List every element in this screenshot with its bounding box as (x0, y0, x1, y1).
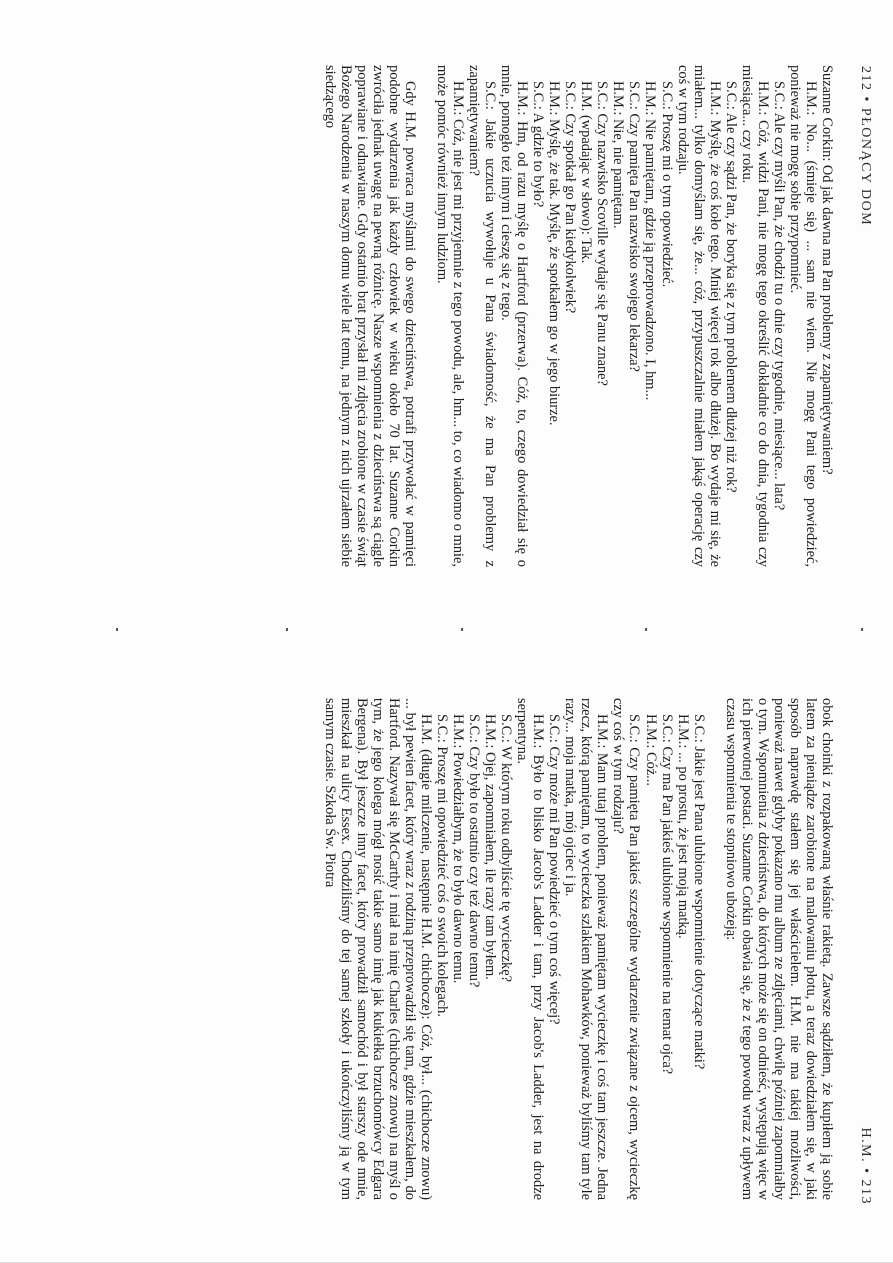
paragraph: H.M.: Cóż, nie jest mi przyjemnie z tego powodu, ale, hm... to, co wiadomo o mnie, może pomóc również innym ludziom. (433, 65, 466, 567)
paragraph: H.M.: Myślę, że tak. Myślę, że spotkałem go w jego biurze. (546, 81, 563, 426)
scan-mark (645, 628, 647, 631)
scan-mark (286, 628, 288, 631)
paragraph: S.C.: Czy pamięta Pan nazwisko swojego lekarza? (626, 81, 643, 372)
paragraph: H.M.: Powiedziałbym, że to było dawno temu. (449, 714, 466, 984)
paragraph: S.C.: Proszę mi opowiedzieć coś o swoich kolegach. (433, 714, 450, 1017)
scan-mark (861, 628, 863, 631)
running-head-left: 212 • PŁONĄCY DOM (858, 66, 873, 227)
paragraph: H.M.: Hm, od razu myślę o Hartford (przerwa). Cóż, to, czego dowiedział się o mnie, pomogło też innym i cieszę się z tego. (498, 65, 531, 567)
paragraph: S.C.: Czy pamięta Pan jakieś szczególne wydarzenie związane z ojcem, wycieczkę czy coś w tym rodzaju? (610, 698, 643, 1200)
paragraph: Suzanne Corkin: Od jak dawna ma Pan problemy z zapamiętywaniem? (819, 65, 835, 475)
paragraph: H.M.: Mam tutaj problem, ponieważ pamiętam wycieczkę i coś tam jeszcze. Jedna rzecz, którą pamiętam, to wycieczka szlakiem Mohawków, ponieważ byliśmy tam tyle razy... moja matka, mój ojciec i ja. (562, 698, 611, 1200)
paragraph: S.C.: Czy może mi Pan powiedzieć o tym coś więcej? (546, 714, 563, 1025)
paragraph: S.C.: W którym roku odbyliście tę wycieczkę? (498, 714, 515, 983)
paragraph: H.M.: Nie pamiętam, gdzie ją przeprowadzono. I, hm... (642, 81, 659, 401)
paragraph: H.M.: Cóż... (642, 714, 659, 786)
page-213 (0, 632, 893, 1263)
paragraph: S.C.: A gdzie to było? (530, 81, 547, 208)
paragraph: H.M.: Było to blisko Jacob's Ladder i tam, przy Jacob's Ladder, jest na drodze serpentyna. (514, 698, 547, 1200)
paragraph: obok choinki z rozpakowaną właśnie rakietą. Zawsze sądziłem, że kupiłem ją sobie latem za pieniądze zarobione na malowaniu płotu, a teraz dowiedziałem się, w jaki sposób naprawdę stałem się jej właścicielem. H.M. nie ma takiej możliwości, ponieważ nawet gdyby pokazano mu album ze zdjęciami, chwilę później zapomniałby o tym. Wspomnienia z dzieciństwa, do których może się on odnieść, występują więc w ich pierwotnej postaci. Suzanne Corkin obawia się, że z tego powodu wraz z upływem czasu wspomnienia te stopniowo ubożeją: (722, 698, 835, 1200)
paragraph: H.M.: Ojej, zapomniałem, ile razy tam byłem. (482, 714, 499, 980)
page-212 (0, 0, 893, 631)
running-head-right: H.M. • 213 (858, 1127, 873, 1205)
paragraph: H.M.: No... (śmieje się) ... sam nie wiem. Nie mogę Pani tego powiedzieć, ponieważ nie mogę sobie przypomnieć. (786, 65, 819, 567)
paragraph: S.C.: Jakie jest Pana ulubione wspomnienie dotyczące matki? (690, 714, 707, 1070)
paragraph: S.C.: Jakie uczucia wywołuje u Pana świadomość, że ma Pan problemy z zapamiętywaniem? (465, 65, 499, 567)
paragraph: S.C.: Proszę mi o tym opowiedzieć. (658, 81, 675, 288)
paragraph: S.C.: Czy było to ostatnio czy też dawno temu? (466, 714, 483, 988)
paragraph: H.M.: ... po prostu, że jest moją matką. (674, 714, 691, 939)
body-text-right (322, 698, 835, 1200)
paragraph: S.C.: Czy ma Pan jakieś ulubione wspomnienie na temat ojca? (658, 714, 675, 1075)
scan-mark (116, 628, 118, 631)
paragraph: S.C.: Czy spotkał go Pan kiedykolwiek? (562, 81, 579, 314)
paragraph: H.M.: Cóż, widzi Pani, nie mogę tego określić dokładnie co do dnia, tygodnia czy miesiąca... czy roku. (738, 65, 771, 567)
paragraph: S.C.: Ale czy sądzi Pan, że boryka się z tym problemem dłużej niż rok? (722, 81, 739, 493)
paragraph: S.C.: Ale czy myśli Pan, że chodzi tu o dnie czy tygodnie, miesiące... lata? (770, 81, 787, 511)
paragraph: S.C.: Czy nazwisko Scoville wydaje się Panu znane? (594, 81, 611, 386)
body-text-left (322, 65, 835, 567)
scan-mark (461, 628, 463, 631)
paragraph: H.M. (długie milczenie, następnie H.M. chichocze): Cóż, był... (chichocze znowu) ... był pewien facet, który wraz z rodziną przeprowadził się tam, gdzie mieszkałem, do Hartford. Nazywał się McCarthy i miał na imię Charles (chichocze znowu) na myśl o tym, że jego kolega mógł nosić takie samo imię jak kukiełka brzuchomówcy Edgara Bergena). Był jeszcze inny facet, który prowadził samochód i był starszy ode mnie, mieszkał na ulicy Essex. Chodziliśmy do tej samej szkoły i ukończyliśmy ją w tym samym czasie. Szkoła Św. Piotra (321, 698, 434, 1200)
paragraph: H.M.: Nie, nie pamiętam. (610, 81, 627, 229)
paragraph: H.M. (wpadając w słowo): Tak. (578, 81, 595, 264)
paragraph: Gdy H.M. powraca myślami do swego dzieciństwa, potrafi przywołać w pamięci podobne wydarzenia jak każdy człowiek w wieku około 70 lat. Suzanne Corkin zwróciła jednak uwagę na pewną różnicę. Nasze wspomnienia z dzieciństwa są ciągle poprawiane i odnawiane. Gdy ostatnio brat przysłał mi zdjęcia zrobione w czasie świąt Bożego Narodzenia w naszym domu wiele lat temu, na jednym z nich ujrzałem siebie siedzącego (321, 65, 418, 567)
paragraph: H.M.: Myślę, że coś koło tego. Mniej więcej rok albo dłużej. Bo wydaje mi się, że miałem... tylko domyślam się, że... cóż, przypuszczalnie miałem jakąś operację czy coś w tym rodzaju. (674, 65, 723, 567)
